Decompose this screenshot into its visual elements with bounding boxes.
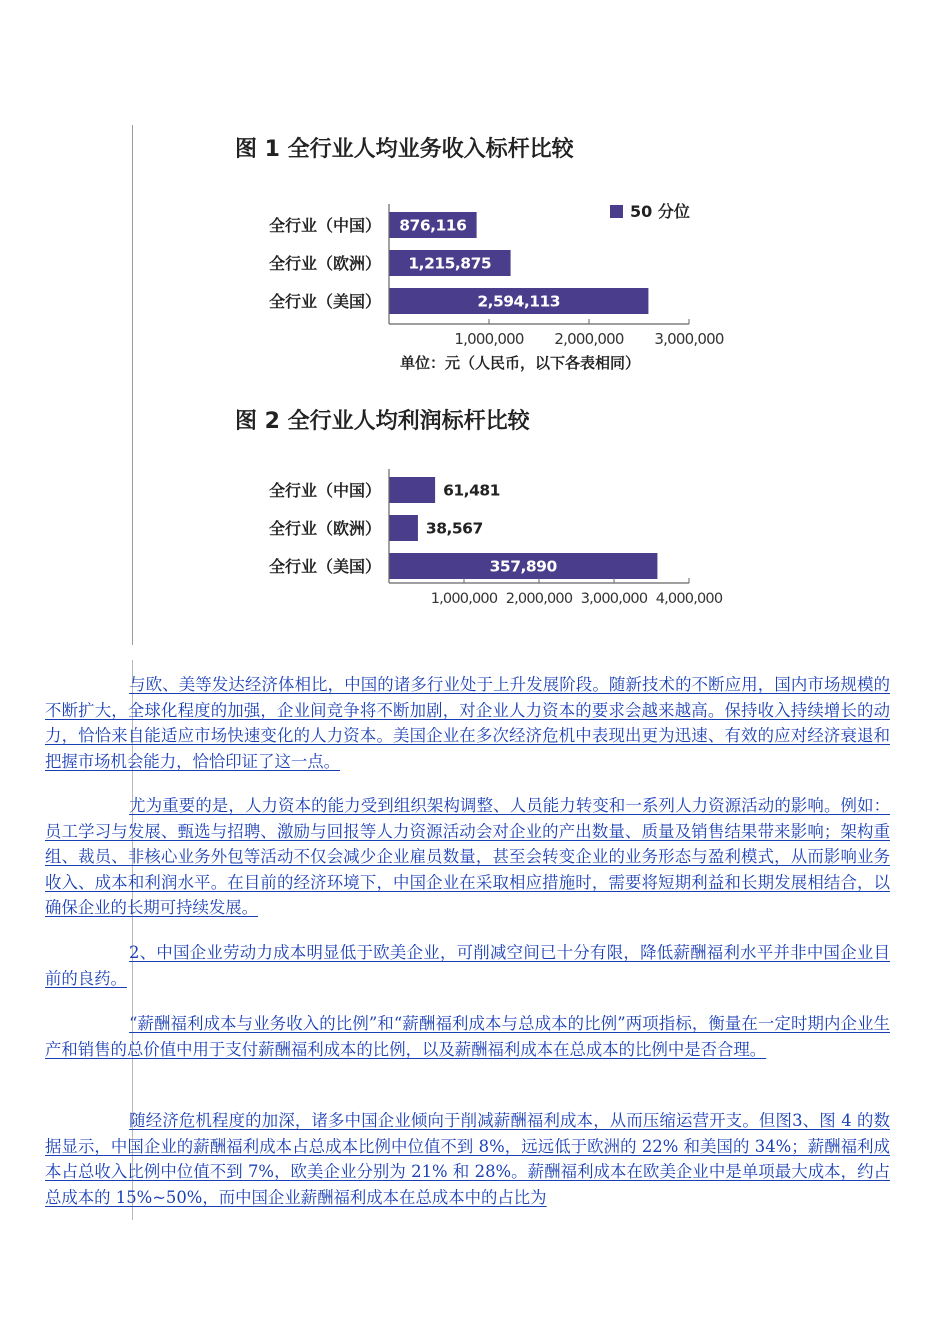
category-label: 全行业（美国） [268, 557, 381, 576]
legend-label: 50 分位 [630, 202, 690, 221]
x-tick-label: 1,000,000 [430, 591, 498, 607]
paragraph-1-text: 与欧、美等发达经济体相比，中国的诸多行业处于上升发展阶段。随新技术的不断应用，国内市场规模的不断扩大，全球化程度的加强，企业间竞争将不断加剧，对企业人力资本的要求会越来越高。保持收入持续增长的动力，恰恰来自能适应市场快速变化的人力资本。美国企业在多次经济危机中表现出更为迅速、有效的应对经济衰退和把握市场机会能力，恰恰印证了这一点。 [45, 675, 890, 771]
category-label: 全行业（欧洲） [268, 254, 381, 273]
x-tick-label: 1,000,000 [454, 330, 524, 348]
data-label: 876,116 [399, 216, 467, 235]
x-tick-label: 4,000,000 [655, 591, 723, 607]
chart-title: 图 2 全行业人均利润标杆比较 [235, 409, 530, 434]
legend-swatch [610, 205, 623, 218]
margin-rule [132, 125, 133, 645]
paragraph-4 [45, 1011, 890, 1062]
x-tick-label: 3,000,000 [580, 591, 648, 607]
category-label: 全行业（美国） [268, 292, 381, 311]
x-tick-label: 3,000,000 [654, 330, 724, 348]
chart-revenue-svg [232, 128, 724, 378]
chart-revenue-per-capita [232, 128, 724, 378]
category-label: 全行业（中国） [268, 216, 381, 235]
paragraph-4-text: “薪酬福利成本与业务收入的比例”和“薪酬福利成本与总成本的比例”两项指标，衡量在一定时期内企业生产和销售的总价值中用于支付薪酬福利成本的比例，以及薪酬福利成本在总成本的比例中是否合理。 [45, 1014, 890, 1059]
paragraph-3-text: 2、中国企业劳动力成本明显低于欧美企业，可削减空间已十分有限，降低薪酬福利水平并非中国企业目前的良药。 [45, 943, 890, 988]
chart-profit-svg [232, 400, 723, 620]
x-tick-label: 2,000,000 [505, 591, 573, 607]
data-label: 357,890 [489, 557, 557, 576]
category-label: 全行业（中国） [268, 481, 381, 500]
data-label: 1,215,875 [408, 254, 492, 273]
bar [389, 515, 418, 541]
category-label: 全行业（欧洲） [268, 519, 381, 538]
bar [389, 477, 435, 503]
paragraph-2 [45, 793, 890, 921]
paragraph-3 [45, 940, 890, 991]
paragraph-1 [45, 672, 890, 774]
data-label: 38,567 [425, 519, 483, 538]
data-label: 61,481 [443, 481, 500, 500]
chart-unit-note: 单位：元（人民币，以下各表相同） [400, 354, 641, 372]
paragraph-5-text: 随经济危机程度的加深，诸多中国企业倾向于削减薪酬福利成本，从而压缩运营开支。但图3、图 4 的数据显示，中国企业的薪酬福利成本占总成本比例中位值不到 8%，远远低于欧洲的 22% 和美国的 34%；薪酬福利成本占总收入比例中位值不到 7%，欧美企业分别为 21% 和 28%。薪酬福利成本在欧美企业中是单项最大成本，约占总成本的 15%~50%，而中国企业薪酬福利成本在总成本中的占比为 [45, 1111, 890, 1207]
paragraph-5 [45, 1108, 890, 1210]
chart-profit-per-capita [232, 400, 723, 620]
paragraph-2-text: 尤为重要的是，人力资本的能力受到组织架构调整、人员能力转变和一系列人力资源活动的影响。例如：员工学习与发展、甄选与招聘、激励与回报等人力资源活动会对企业的产出数量、质量及销售结果带来影响；架构重组、裁员、非核心业务外包等活动不仅会减少企业雇员数量，甚至会转变企业的业务形态与盈利模式，从而影响业务收入、成本和利润水平。在目前的经济环境下，中国企业在采取相应措施时，需要将短期利益和长期发展相结合，以确保企业的长期可持续发展。 [45, 796, 890, 917]
x-tick-label: 2,000,000 [554, 330, 624, 348]
chart-title: 图 1 全行业人均业务收入标杆比较 [235, 137, 574, 162]
data-label: 2,594,113 [477, 292, 561, 311]
